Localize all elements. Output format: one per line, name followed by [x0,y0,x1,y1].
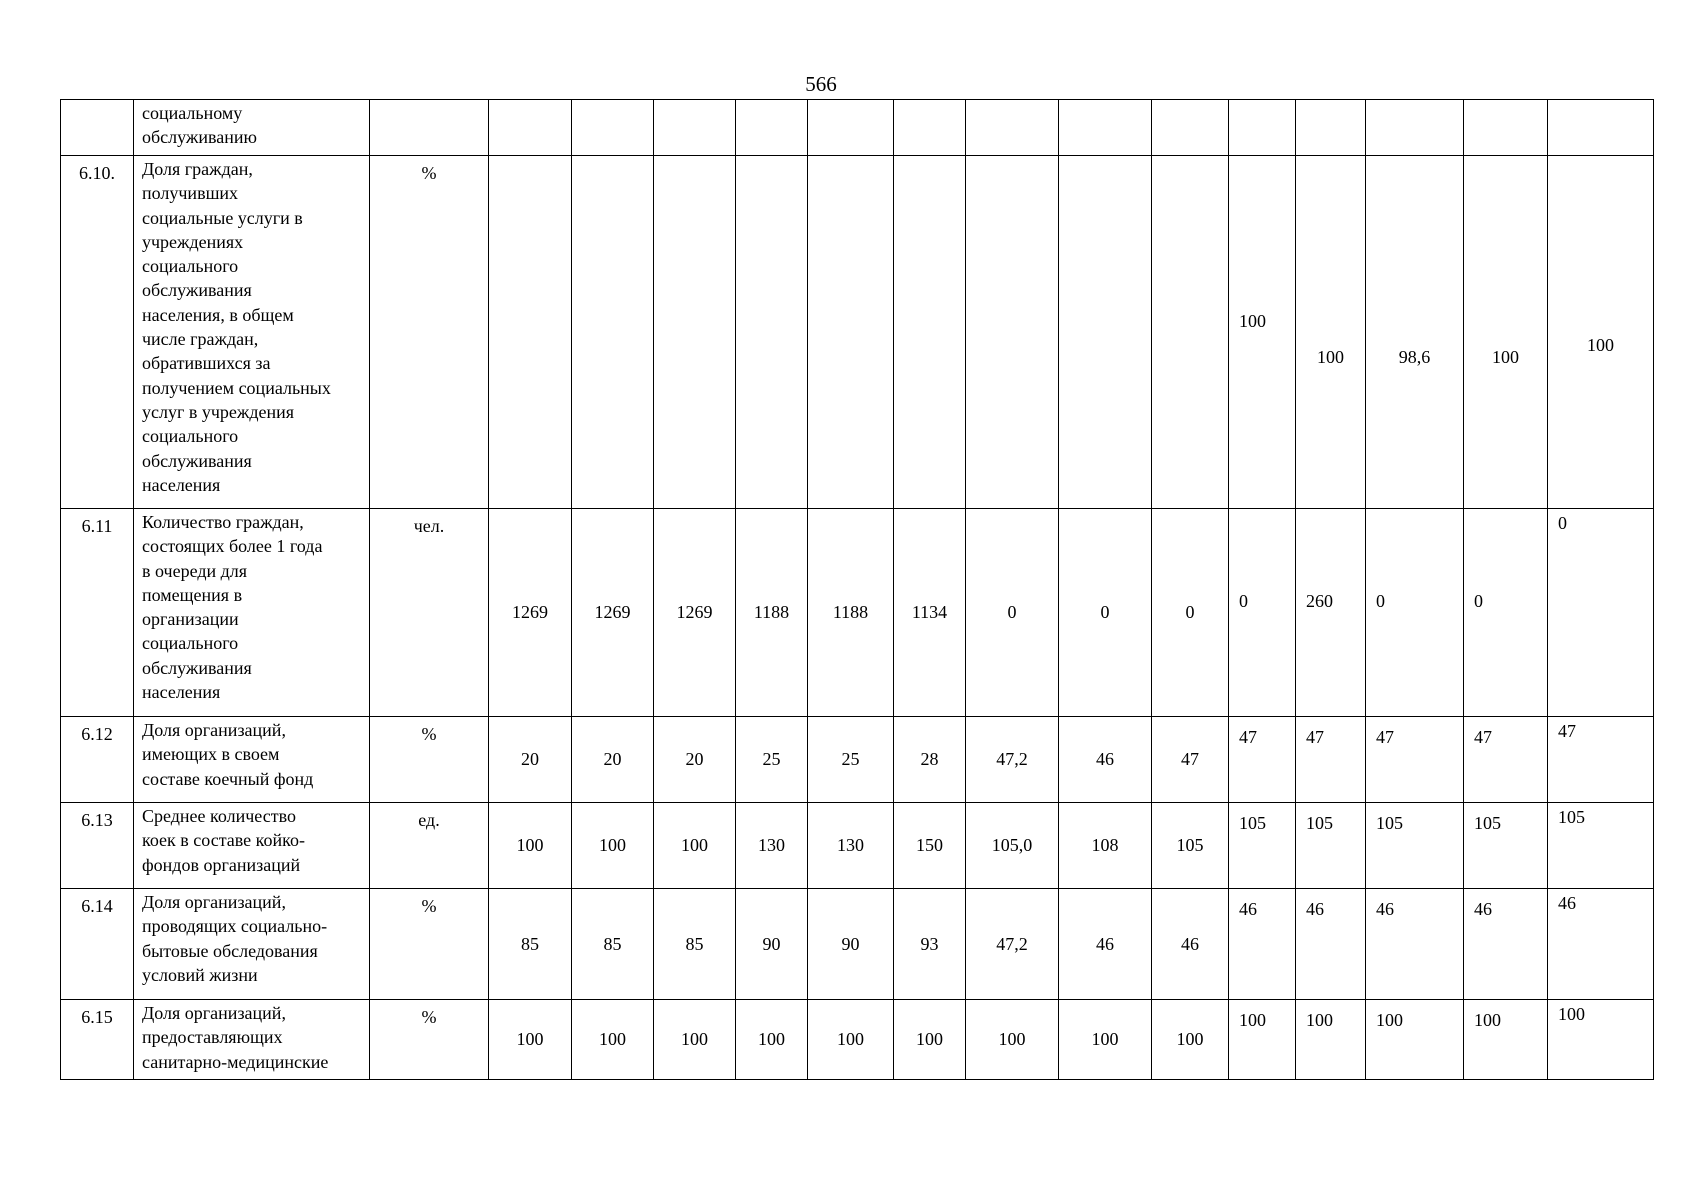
value-cell: 46 [1229,889,1296,1000]
value-cell [1152,156,1229,509]
row-number: 6.14 [61,889,134,1000]
indicators-table [60,99,1654,1080]
value-cell: 47 [1229,717,1296,803]
value-cell: 130 [736,803,808,889]
value-cell [966,156,1059,509]
value-cell: 100 [489,803,572,889]
value-cell [654,100,736,156]
value-cell: 20 [654,717,736,803]
value-cell [1059,100,1152,156]
indicator-name: Доля организаций, имеющих в своем составе коечный фонд [134,717,370,803]
value-cell: 100 [736,1000,808,1080]
value-cell: 100 [1296,156,1366,509]
value-cell: 100 [572,803,654,889]
value-cell: 100 [489,1000,572,1080]
unit: % [370,156,489,509]
value-cell: 100 [1229,156,1296,509]
value-cell: 1269 [572,509,654,717]
value-cell: 93 [894,889,966,1000]
value-cell: 28 [894,717,966,803]
value-cell: 20 [489,717,572,803]
value-cell: 130 [808,803,894,889]
value-cell: 100 [1296,1000,1366,1080]
value-cell: 105,0 [966,803,1059,889]
value-cell [894,156,966,509]
row-number: 6.13 [61,803,134,889]
value-cell: 90 [736,889,808,1000]
value-cell: 105 [1548,803,1654,889]
value-cell: 100 [1464,1000,1548,1080]
value-cell: 47 [1366,717,1464,803]
value-cell: 85 [572,889,654,1000]
value-cell: 100 [808,1000,894,1080]
value-cell [1059,156,1152,509]
table-row [61,1000,1654,1080]
value-cell: 1188 [808,509,894,717]
value-cell: 47 [1464,717,1548,803]
value-cell: 98,6 [1366,156,1464,509]
value-cell: 85 [654,889,736,1000]
value-cell: 47 [1548,717,1654,803]
value-cell [1296,100,1366,156]
value-cell: 260 [1296,509,1366,717]
value-cell [572,156,654,509]
value-cell: 46 [1152,889,1229,1000]
indicator-name: Среднее количество коек в составе койко- фондов организаций [134,803,370,889]
value-cell: 90 [808,889,894,1000]
value-cell: 25 [808,717,894,803]
unit: ед. [370,803,489,889]
value-cell: 150 [894,803,966,889]
value-cell: 0 [1464,509,1548,717]
value-cell: 20 [572,717,654,803]
row-number: 6.12 [61,717,134,803]
value-cell: 105 [1366,803,1464,889]
value-cell: 100 [1229,1000,1296,1080]
value-cell [489,156,572,509]
value-cell: 100 [1059,1000,1152,1080]
unit: % [370,717,489,803]
table-row [61,156,1654,509]
value-cell [1152,100,1229,156]
value-cell: 100 [1366,1000,1464,1080]
value-cell: 1269 [489,509,572,717]
value-cell: 100 [1464,156,1548,509]
value-cell: 100 [1548,1000,1654,1080]
value-cell: 100 [654,803,736,889]
value-cell [966,100,1059,156]
value-cell: 46 [1366,889,1464,1000]
value-cell [1548,100,1654,156]
value-cell: 100 [966,1000,1059,1080]
unit [370,100,489,156]
indicator-name: Доля организаций, проводящих социально- бытовые обследования условий жизни [134,889,370,1000]
value-cell [736,100,808,156]
row-number [61,100,134,156]
unit: % [370,1000,489,1080]
unit: чел. [370,509,489,717]
value-cell: 100 [1548,156,1654,509]
value-cell: 100 [1152,1000,1229,1080]
value-cell [808,100,894,156]
value-cell: 46 [1059,889,1152,1000]
table-row [61,889,1654,1000]
value-cell: 0 [966,509,1059,717]
unit: % [370,889,489,1000]
value-cell: 25 [736,717,808,803]
value-cell: 108 [1059,803,1152,889]
value-cell: 47 [1152,717,1229,803]
value-cell [1229,100,1296,156]
value-cell [1366,100,1464,156]
value-cell [489,100,572,156]
value-cell: 46 [1548,889,1654,1000]
value-cell: 0 [1059,509,1152,717]
value-cell [808,156,894,509]
value-cell: 47,2 [966,889,1059,1000]
value-cell [894,100,966,156]
value-cell: 47,2 [966,717,1059,803]
page-number: 566 [805,72,837,96]
value-cell [572,100,654,156]
table-row [61,803,1654,889]
value-cell: 105 [1464,803,1548,889]
value-cell: 0 [1229,509,1296,717]
value-cell: 47 [1296,717,1366,803]
row-number: 6.15 [61,1000,134,1080]
value-cell: 0 [1548,509,1654,717]
value-cell: 100 [654,1000,736,1080]
value-cell: 0 [1152,509,1229,717]
row-number: 6.10. [61,156,134,509]
indicator-name: Количество граждан, состоящих более 1 года в очереди для помещения в организации социального обслуживания населения [134,509,370,717]
value-cell: 100 [572,1000,654,1080]
value-cell: 100 [894,1000,966,1080]
indicator-name: социальному обслуживанию [134,100,370,156]
indicator-name: Доля граждан, получивших социальные услуги в учреждениях социального обслуживания населения, в общем числе граждан, обратившихся за получением социальных услуг в учреждения социального обслуживания населения [134,156,370,509]
value-cell: 0 [1366,509,1464,717]
table-row [61,509,1654,717]
value-cell: 1269 [654,509,736,717]
value-cell: 105 [1296,803,1366,889]
indicator-name: Доля организаций, предоставляющих санитарно-медицинские [134,1000,370,1080]
value-cell: 46 [1296,889,1366,1000]
value-cell: 1134 [894,509,966,717]
table-row [61,100,1654,156]
row-number: 6.11 [61,509,134,717]
value-cell: 46 [1464,889,1548,1000]
value-cell: 1188 [736,509,808,717]
table-row [61,717,1654,803]
value-cell: 105 [1229,803,1296,889]
value-cell [1464,100,1548,156]
value-cell: 105 [1152,803,1229,889]
value-cell [654,156,736,509]
value-cell: 85 [489,889,572,1000]
value-cell [736,156,808,509]
value-cell: 46 [1059,717,1152,803]
